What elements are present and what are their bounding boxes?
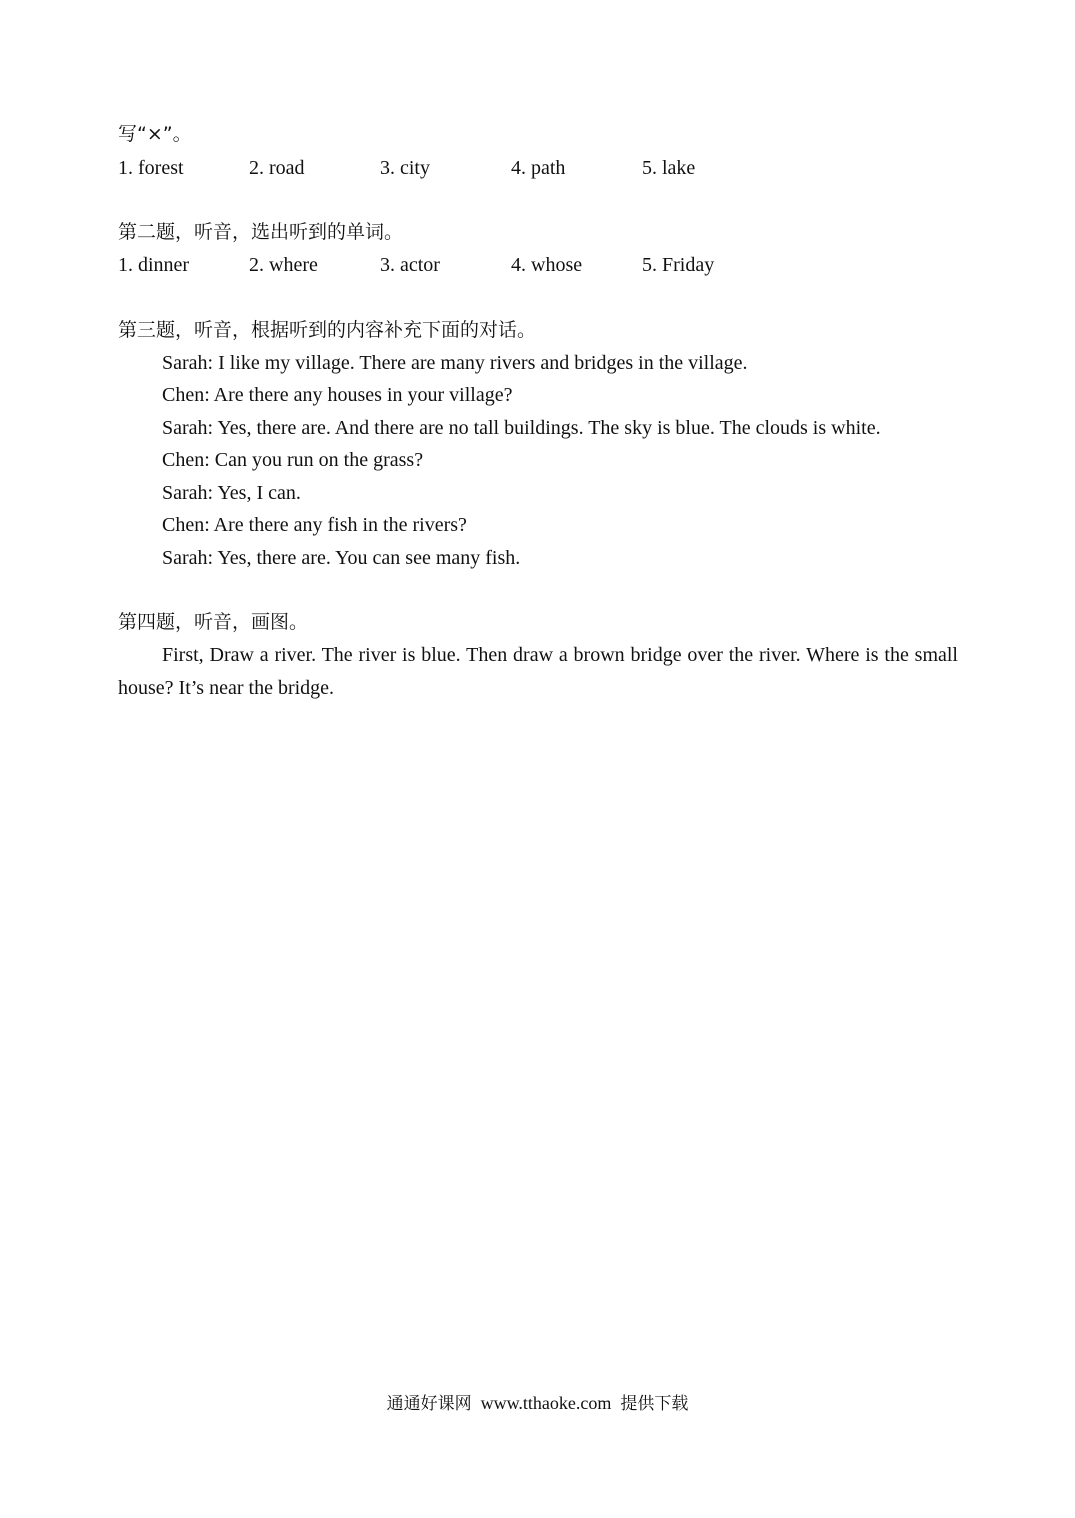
section1-word-2: 2. road: [249, 157, 305, 179]
dialog-line-4: Chen: Can you run on the grass?: [162, 449, 424, 471]
section1-heading: 写“×”。: [118, 123, 192, 145]
section2-word-5: 5. Friday: [642, 254, 715, 276]
section1-word-1: 1. forest: [118, 157, 184, 179]
section1-word-list: [118, 156, 818, 182]
section1-word-3: 3. city: [380, 157, 430, 179]
dialog-line-3: Sarah: Yes, there are. And there are no tall buildings. The sky is blue. The clouds is white.: [162, 417, 881, 439]
dialog-line-7: Sarah: Yes, there are. You can see many fish.: [162, 547, 521, 569]
dialog-line-2: Chen: Are there any houses in your village?: [162, 384, 513, 406]
section4-paragraph: First, Draw a river. The river is blue. Then draw a brown bridge over the river. Where is the small house? It’s near the bridge.: [118, 644, 958, 699]
page-footer: [0, 1392, 1075, 1415]
section2-word-list: [118, 253, 818, 279]
section4-heading: 第四题，听音，画图。: [118, 611, 309, 633]
section2-word-4: 4. whose: [511, 254, 583, 276]
section1-word-5: 5. lake: [642, 157, 696, 179]
footer-site-name: 通通好课网: [386, 1394, 472, 1414]
section2-heading: 第二题，听音，选出听到的单词。: [118, 221, 404, 243]
footer-url: www.tthaoke.com: [480, 1393, 612, 1413]
section2-word-2: 2. where: [249, 254, 318, 276]
dialog-line-6: Chen: Are there any fish in the rivers?: [162, 514, 467, 536]
dialog-line-5: Sarah: Yes, I can.: [162, 482, 301, 504]
dialog-line-1: Sarah: I like my village. There are many rivers and bridges in the village.: [162, 352, 748, 374]
section2-word-3: 3. actor: [380, 254, 440, 276]
section1-word-4: 4. path: [511, 157, 566, 179]
section3-heading: 第三题，听音，根据听到的内容补充下面的对话。: [118, 319, 537, 341]
footer-suffix: 提供下载: [620, 1394, 689, 1414]
section2-word-1: 1. dinner: [118, 254, 190, 276]
